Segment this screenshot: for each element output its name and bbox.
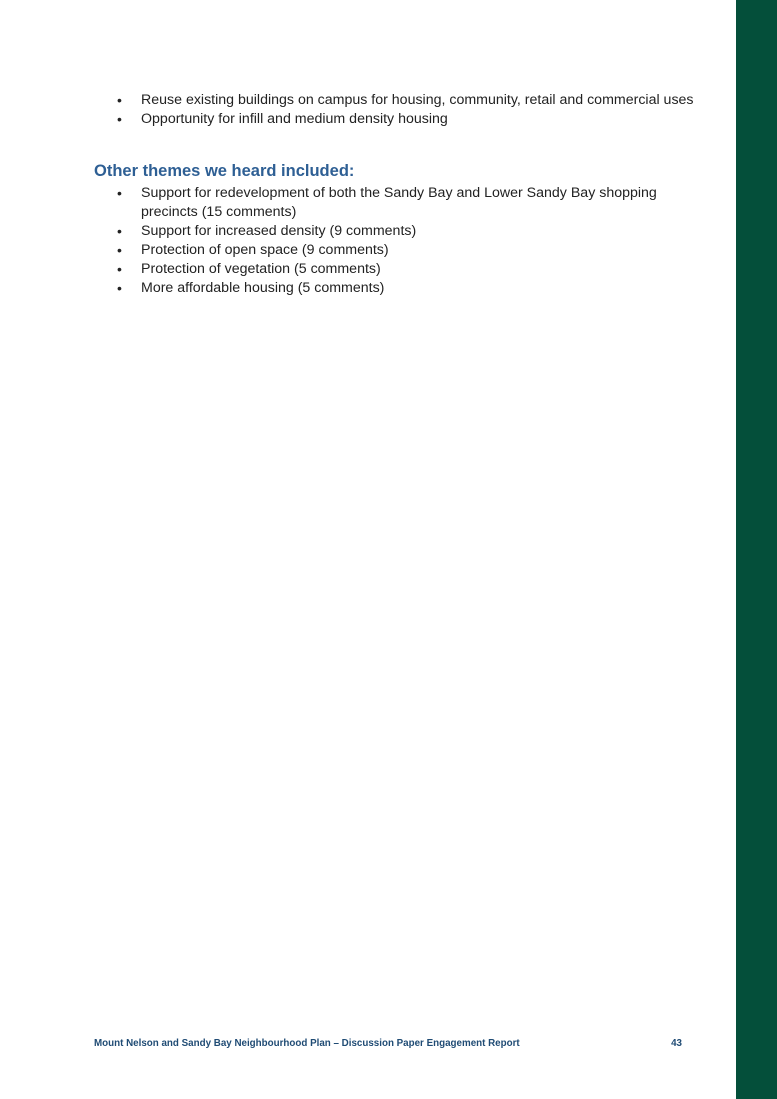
list-item: • Support for increased density (9 comments) (141, 222, 694, 241)
footer-title: Mount Nelson and Sandy Bay Neighbourhood Plan – Discussion Paper Engagement Report (94, 1038, 520, 1049)
page-number: 43 (671, 1038, 682, 1049)
list-item: • Support for redevelopment of both the Sandy Bay and Lower Sandy Bay shopping precincts (15 comments) (141, 184, 694, 222)
list-item: • Opportunity for infill and medium density housing (141, 110, 694, 129)
list-item: • Protection of open space (9 comments) (141, 241, 694, 260)
page-content (94, 91, 694, 298)
other-themes-list (94, 184, 694, 298)
list-item: • Protection of vegetation (5 comments) (141, 260, 694, 279)
list-item: • Reuse existing buildings on campus for housing, community, retail and commercial uses (141, 91, 694, 110)
list-item: • More affordable housing (5 comments) (141, 279, 694, 298)
top-bullet-list (94, 91, 694, 129)
side-color-band (736, 0, 777, 1099)
other-themes-heading: Other themes we heard included: (94, 162, 355, 180)
